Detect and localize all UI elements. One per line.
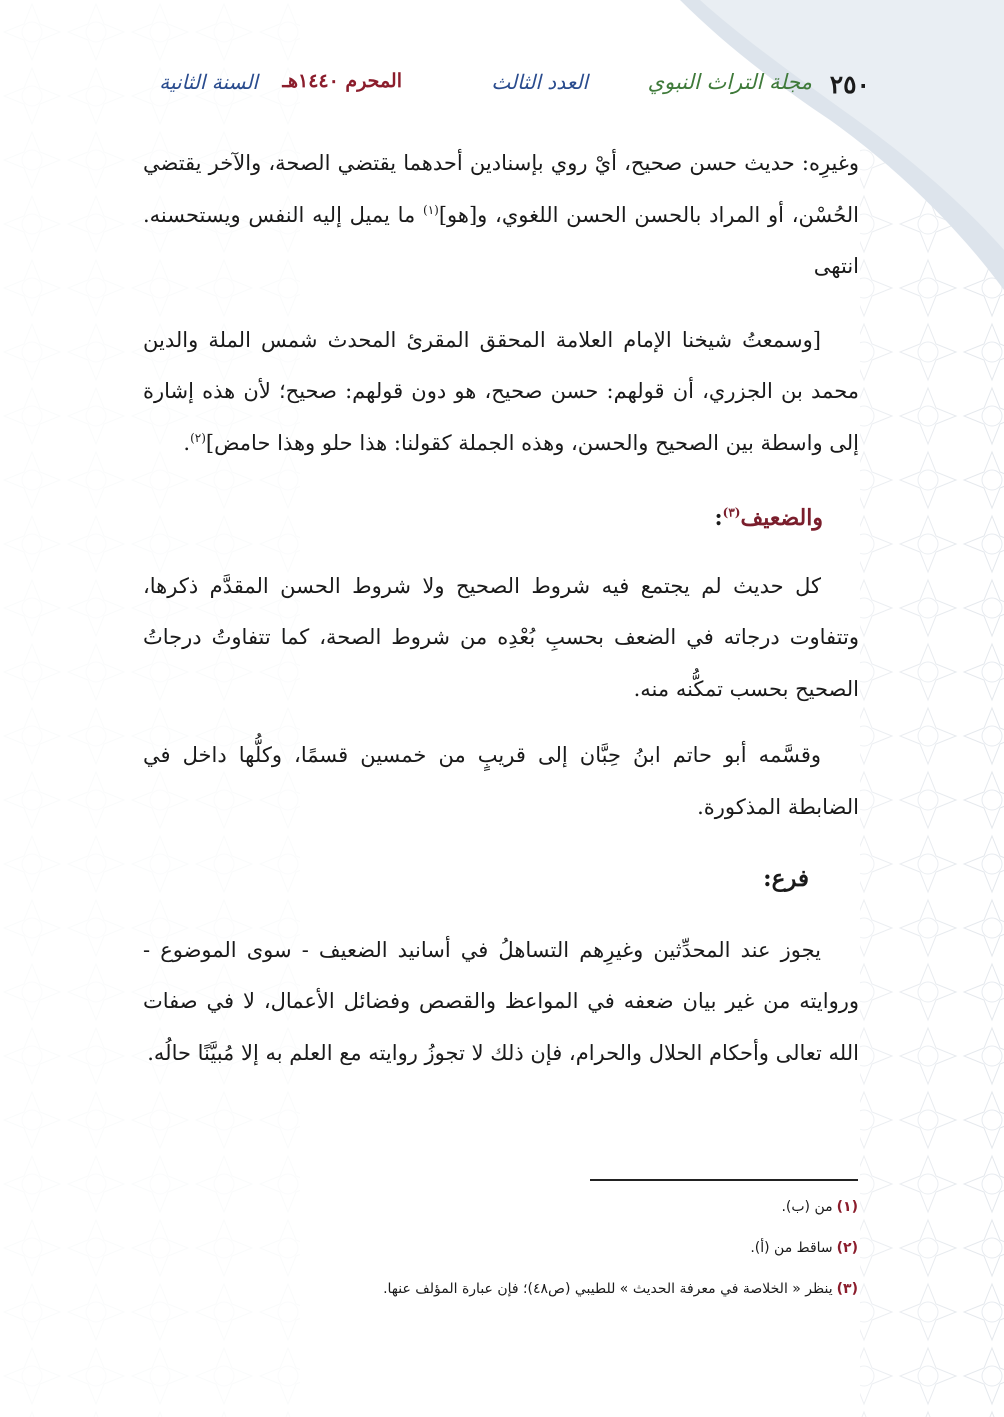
date-label: المحرم ١٤٤٠هـ (282, 70, 402, 92)
heading-weak-colon: : (714, 505, 723, 531)
paragraph-2-end: . (183, 430, 191, 455)
heading-weak-text: والضعيف (740, 505, 823, 531)
page-header (140, 66, 870, 114)
footnote-1-text: من (ب). (781, 1199, 833, 1215)
footnote-2-text: ساقط من (أ). (750, 1240, 833, 1256)
footnote-ref-2: (٢) (190, 430, 206, 445)
issue-label: العدد الثالث (491, 70, 588, 94)
heading-weak (143, 493, 823, 545)
year-label: السنة الثانية (159, 70, 258, 94)
footnote-1-number: (١) (836, 1199, 858, 1215)
footnote-2 (138, 1238, 858, 1258)
paragraph-1 (143, 138, 859, 293)
footnotes (138, 1197, 858, 1320)
paragraph-1-text: وغيرِه: حديث حسن صحيح، أيْ روي بإسنادين أحدهما يقتضي الصحة، والآخر يقتضي الحُسْن، أو المراد بالحسن الحسن اللغوي، و[هو] (143, 151, 859, 227)
paragraph-2-text: [وسمعتُ شيخنا الإمام العلامة المحقق المقرئ المحدث شمس الملة والدين محمد بن الجزري، أن قولهم: حسن صحيح، هو دون قولهم: صحيح؛ لأن هذه إشارة إلى واسطة بين الصحيح والحسن، وهذه الجملة كقولنا: هذا حلو وهذا حامض] (143, 327, 859, 455)
page-number: ٢٥٠ (829, 70, 870, 99)
paragraph-4: وقسَّمه أبو حاتم ابنُ حِبَّان إلى قريبٍ من خمسين قسمًا، وكلُّها داخل في الضابطة المذكورة. (143, 743, 859, 819)
footnote-3-number: (٣) (836, 1281, 858, 1297)
footnote-1 (138, 1197, 858, 1217)
paragraph-3: كل حديث لم يجتمع فيه شروط الصحيح ولا شروط الحسن المقدَّم ذكرها، وتتفاوت درجاته في الضعف بحسبِ بُعْدِه من شروط الصحة، كما تتفاوتُ درجاتُ الصحيح بحسب تمكُّنه منه. (143, 573, 859, 701)
footnote-3 (138, 1279, 858, 1299)
footnote-2-number: (٢) (836, 1240, 858, 1256)
heading-branch: فرع: (763, 865, 809, 892)
footnote-3-text: ينظر « الخلاصة في معرفة الحديث » للطيبي (ص٤٨)؛ فإن عبارة المؤلف عنها. (383, 1281, 833, 1297)
journal-title: مجلة التراث النبوي (647, 70, 812, 94)
footnote-divider (590, 1179, 858, 1181)
main-text (143, 138, 859, 1079)
paragraph-1-rest: ما يميل إليه النفس ويستحسنه. انتهى (143, 202, 859, 278)
paragraph-2 (143, 315, 859, 470)
footnote-ref-1: (١) (423, 202, 439, 217)
footnote-ref-3: (٣) (722, 505, 741, 520)
paragraph-5: يجوز عند المحدِّثين وغيرِهم التساهلُ في أسانيد الضعيف - سوى الموضوع - وروايته من غير بيان ضعفه في المواعظ والقصص وفضائل الأعمال، لا في صفات الله تعالى وأحكام الحلال والحرام، فإن ذلك لا تجوزُ روايته مع العلم به إلا مُبيَّنًا حالُه. (143, 937, 859, 1065)
